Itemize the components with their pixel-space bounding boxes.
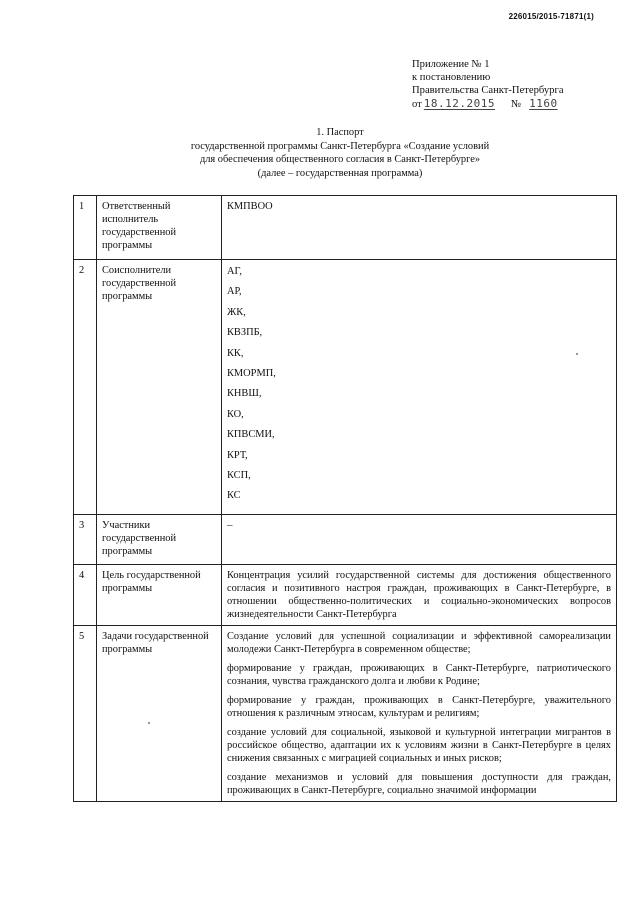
list-item: ЖК, [227, 306, 246, 318]
title-line-4: (далее – государственная программа) [257, 167, 423, 179]
task-paragraph: создание условий для социальной, языковой и культурной интеграции мигрантов в российское общество, адаптации их к условиям жизни в Санкт-Петербурге в целях снижения связанных с миграцией социальных и иных рисков; [227, 726, 611, 764]
appendix-block [412, 58, 602, 111]
row-value [222, 564, 617, 625]
list-item: КС [227, 490, 241, 502]
table-row [74, 625, 617, 801]
date-prefix: от [412, 99, 422, 110]
table-row [74, 196, 617, 260]
list-item: КНВШ, [227, 388, 262, 400]
scan-speck [576, 353, 578, 355]
row-number: 2 [74, 260, 97, 515]
task-paragraph: формирование у граждан, проживающих в Санкт-Петербурге, уважительного отношения к различным этносам, культурам и религиям; [227, 694, 611, 719]
row-label: Участники государственной программы [97, 514, 222, 564]
list-item: АР, [227, 286, 242, 298]
list-item: КО, [227, 408, 244, 420]
goal-text: Концентрация усилий государственной системы для достижения общественного согласия и позитивного настроя граждан, проживающих в Санкт-Петербурге, в отношении общественно-политических и социально-экономических вопросов жизнедеятельности Санкт-Петербурга [227, 569, 611, 620]
list-item: КСП, [227, 469, 251, 481]
list-item: АГ, [227, 266, 242, 277]
task-paragraph: формирование у граждан, проживающих в Санкт-Петербурге, патриотического сознания, чувства гражданского долга и любви к Родине; [227, 662, 611, 687]
passport-table [73, 195, 617, 802]
passport-title [120, 126, 560, 180]
appendix-line-2: к постановлению [412, 72, 491, 83]
title-line-3: для обеспечения общественного согласия в Санкт-Петербурге» [199, 154, 481, 165]
row-label: Соисполнители государственной программы [97, 260, 222, 515]
task-paragraph: Создание условий для успешной социализации и эффективной самореализации молодежи Санкт-Петербурга в современном обществе; [227, 630, 611, 655]
co-executors-list [222, 260, 617, 515]
row-label: Задачи государственной программы [97, 625, 222, 801]
resolution-number: 1160 [529, 97, 558, 110]
appendix-line-1: Приложение № 1 [412, 59, 490, 70]
row-value: – [222, 514, 617, 564]
list-item: КПВСМИ, [227, 429, 275, 441]
row-number: 4 [74, 564, 97, 625]
row-number: 5 [74, 625, 97, 801]
title-line-2: государственной программы Санкт-Петербурга «Создание условий [190, 140, 490, 152]
row-value: КМПВОО [222, 196, 617, 260]
list-item: КМОРМП, [227, 367, 276, 379]
task-paragraph: создание механизмов и условий для повышения доступности для граждан, проживающих в Санкт-Петербурге, социально значимой информации [227, 771, 611, 796]
tasks-list [222, 625, 617, 801]
row-number: 3 [74, 514, 97, 564]
scan-speck [148, 722, 150, 724]
document-id: 226015/2015-71871(1) [508, 12, 594, 21]
table-row [74, 260, 617, 515]
number-prefix: № [511, 99, 522, 110]
resolution-date: 18.12.2015 [423, 97, 496, 110]
appendix-date-line [412, 97, 602, 111]
row-label: Цель государственной программы [97, 564, 222, 625]
row-label: Ответственный исполнитель государственной программы [97, 196, 222, 260]
row-number: 1 [74, 196, 97, 260]
table-row [74, 564, 617, 625]
table-row [74, 514, 617, 564]
list-item: КВЗПБ, [227, 327, 263, 339]
appendix-line-3: Правительства Санкт-Петербурга [412, 85, 564, 96]
title-line-1: 1. Паспорт [316, 127, 364, 138]
list-item: КРТ, [227, 449, 248, 461]
list-item: КК, [227, 347, 244, 359]
